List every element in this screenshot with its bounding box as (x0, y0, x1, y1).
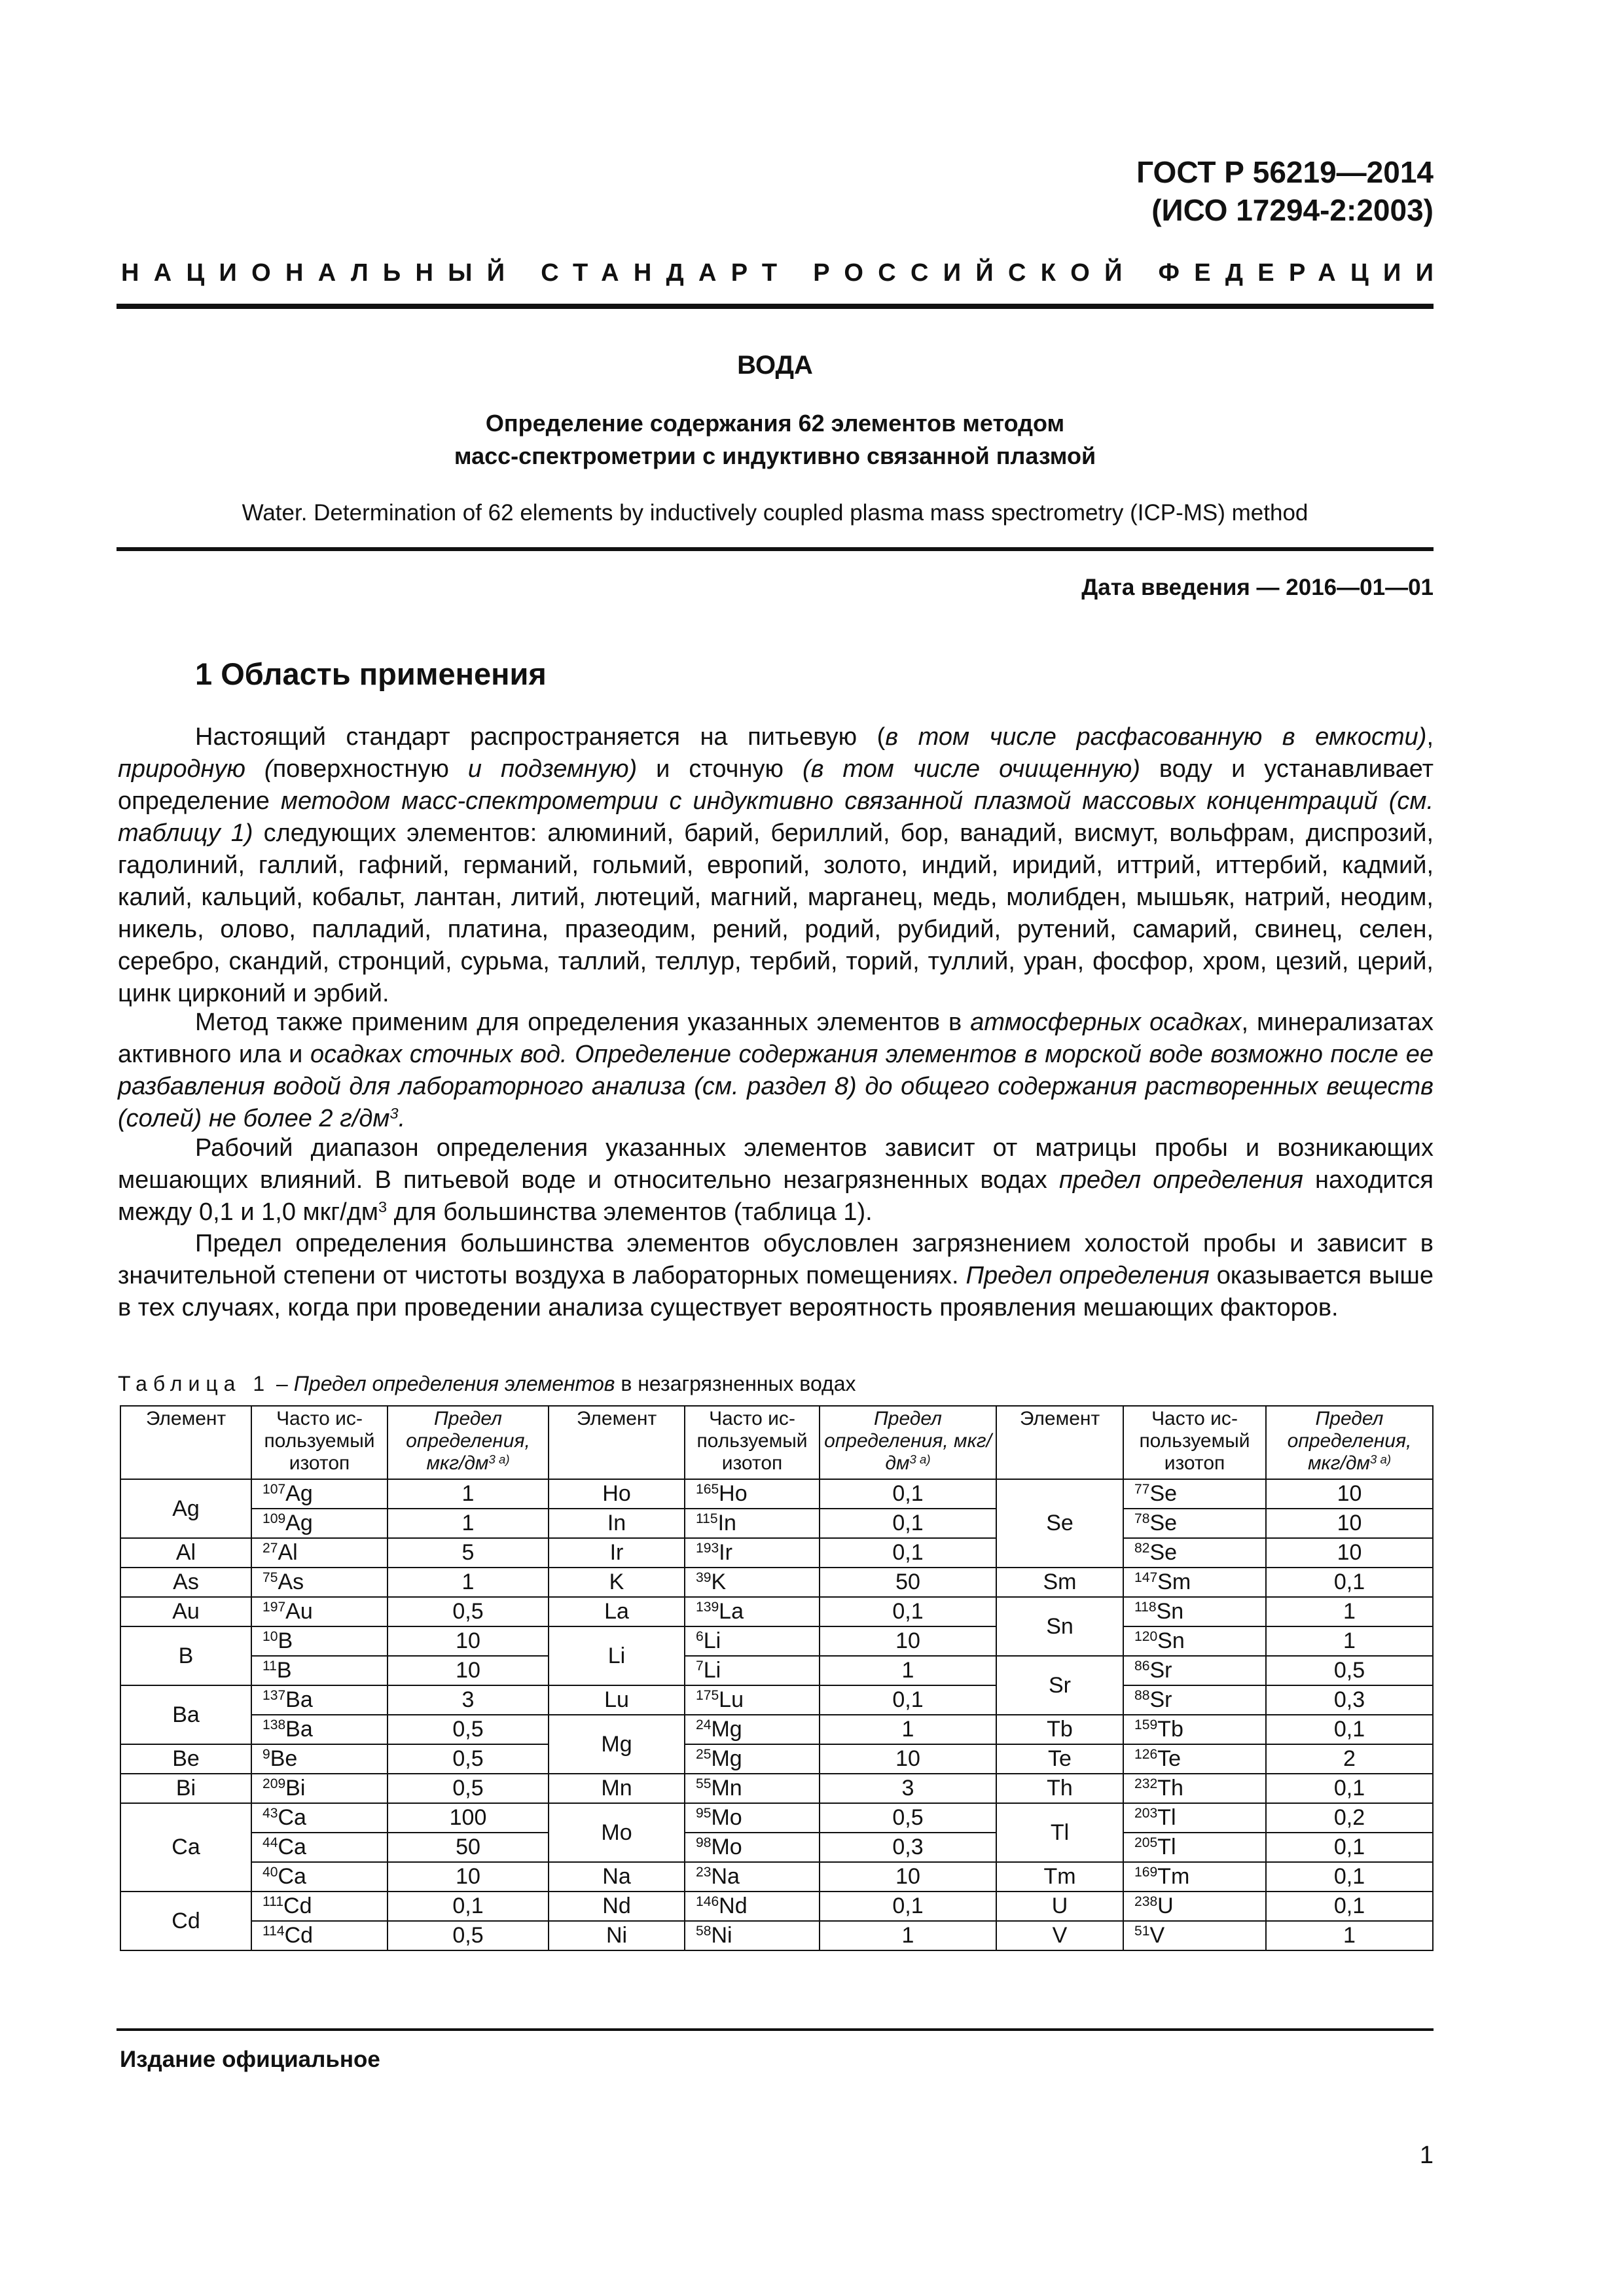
header-row (120, 1406, 1433, 1479)
table-row (120, 1538, 1433, 1568)
limit-cell: 0,5 (820, 1803, 996, 1833)
element-cell: Sr (996, 1656, 1123, 1715)
element-cell: Th (996, 1774, 1123, 1803)
scope-paragraph-3 (118, 1132, 1434, 1229)
isotope-cell: $^{138}$Ba (251, 1715, 388, 1744)
text-run: атмосферных осадках (970, 1009, 1242, 1036)
element-cell: Ca (120, 1803, 251, 1892)
text-run: Метод также применим для определения указанных элементов в (195, 1009, 971, 1036)
isotope-cell: $^{238}$U (1123, 1892, 1266, 1921)
table-body (120, 1479, 1433, 1950)
limit-cell: 50 (388, 1833, 549, 1862)
isotope-cell: $^{51}$V (1123, 1921, 1266, 1950)
page-number: 1 (1419, 2142, 1434, 2169)
limit-cell: 1 (388, 1568, 549, 1597)
limit-cell: 10 (388, 1656, 549, 1685)
limit-cell: 3 (820, 1774, 996, 1803)
text-run: оказывается выше в тех случаях, когда при проведении анализа существует вероятность проявления мешающих факторов. (118, 1262, 1434, 1321)
isotope-cell: $^6$Li (685, 1626, 820, 1656)
element-cell: K (549, 1568, 685, 1597)
table-row (120, 1862, 1433, 1892)
isotope-cell: $^{169}$Tm (1123, 1862, 1266, 1892)
limit-cell: 1 (1266, 1597, 1433, 1626)
limit-cell: 10 (1266, 1479, 1433, 1509)
iso-code: (ИСО 17294-2:2003) (1151, 193, 1434, 227)
limit-cell: 10 (388, 1862, 549, 1892)
element-cell: Ni (549, 1921, 685, 1950)
table-row (120, 1774, 1433, 1803)
element-cell: Tl (996, 1803, 1123, 1862)
table-row (120, 1568, 1433, 1597)
table-row (120, 1921, 1433, 1950)
isotope-cell: $^{75}$As (251, 1568, 388, 1597)
limit-cell: 0,5 (388, 1921, 549, 1950)
table-row (120, 1833, 1433, 1862)
isotope-cell: $^{193}$Ir (685, 1538, 820, 1568)
isotope-cell: $^{10}$B (251, 1626, 388, 1656)
limit-cell: 1 (820, 1921, 996, 1950)
isotope-cell: $^{205}$Tl (1123, 1833, 1266, 1862)
isotope-cell: $^9$Be (251, 1744, 388, 1774)
limit-cell: 0,5 (388, 1597, 549, 1626)
header-element: Элемент (120, 1406, 251, 1479)
text-run: . (398, 1105, 406, 1132)
element-cell: Al (120, 1538, 251, 1568)
isotope-cell: $^{25}$Mg (685, 1744, 820, 1774)
official-edition-label: Издание официальное (120, 2047, 380, 2072)
isotope-cell: $^{111}$Cd (251, 1892, 388, 1921)
isotope-cell: $^{175}$Lu (685, 1685, 820, 1715)
isotope-cell: $^{44}$Ca (251, 1833, 388, 1862)
element-cell: Nd (549, 1892, 685, 1921)
subtitle-line-2: масс-спектрометрии с индуктивно связанной плазмой (454, 442, 1096, 469)
header-element: Элемент (549, 1406, 685, 1479)
text-run: Настоящий стандарт распространяется на питьевую ( (195, 723, 886, 751)
element-cell: Mn (549, 1774, 685, 1803)
isotope-cell: $^{58}$Ni (685, 1921, 820, 1950)
text-run: , минерализатах активного ила и (118, 1009, 1434, 1068)
text-run: , (1426, 723, 1434, 751)
isotope-cell: $^{27}$Al (251, 1538, 388, 1568)
isotope-cell: $^{159}$Tb (1123, 1715, 1266, 1744)
element-cell: Ho (549, 1479, 685, 1509)
limit-cell: 1 (388, 1479, 549, 1509)
isotope-cell: $^{197}$Au (251, 1597, 388, 1626)
isotope-cell: $^{120}$Sn (1123, 1626, 1266, 1656)
header-element: Элемент (996, 1406, 1123, 1479)
limit-cell: 1 (388, 1509, 549, 1538)
table-row (120, 1685, 1433, 1715)
limit-cell: 0,5 (388, 1715, 549, 1744)
element-cell: Ba (120, 1685, 251, 1744)
text-run: 3 (389, 1105, 399, 1122)
table-caption: Таблица 1 – Предел определения элементов в незагрязненных водах (118, 1372, 856, 1395)
isotope-cell: $^{139}$La (685, 1597, 820, 1626)
limit-cell: 0,1 (1266, 1774, 1433, 1803)
isotope-cell: $^{165}$Ho (685, 1479, 820, 1509)
limit-cell: 0,1 (820, 1509, 996, 1538)
header-isotope: Часто используемый изотоп (685, 1406, 820, 1479)
isotope-cell: $^{78}$Se (1123, 1509, 1266, 1538)
limit-cell: 0,1 (820, 1479, 996, 1509)
limit-cell: 1 (1266, 1626, 1433, 1656)
isotope-cell: $^7$Li (685, 1656, 820, 1685)
limit-cell: 0,1 (1266, 1715, 1433, 1744)
text-run: и подземную) (467, 755, 638, 783)
title-rule (117, 547, 1434, 551)
limit-cell: 1 (820, 1715, 996, 1744)
limit-cell: 100 (388, 1803, 549, 1833)
element-cell: Au (120, 1597, 251, 1626)
limit-cell: 0,1 (820, 1597, 996, 1626)
introduction-date: Дата введения — 2016—01—01 (1081, 575, 1434, 600)
english-title: Water. Determination of 62 elements by inductively coupled plasma mass spectrometry (ICP-MS) method (242, 500, 1308, 526)
limit-cell: 5 (388, 1538, 549, 1568)
limit-cell: 0,1 (820, 1685, 996, 1715)
limit-cell: 10 (1266, 1509, 1433, 1538)
isotope-cell: $^{118}$Sn (1123, 1597, 1266, 1626)
element-cell: Ir (549, 1538, 685, 1568)
element-cell: Na (549, 1862, 685, 1892)
limit-cell: 10 (388, 1626, 549, 1656)
isotope-cell: $^{115}$In (685, 1509, 820, 1538)
isotope-cell: $^{203}$Tl (1123, 1803, 1266, 1833)
isotope-cell: $^{24}$Mg (685, 1715, 820, 1744)
element-cell: Sn (996, 1597, 1123, 1656)
limit-cell: 0,1 (820, 1538, 996, 1568)
element-cell: In (549, 1509, 685, 1538)
document-title: ВОДА (737, 351, 813, 380)
element-cell: V (996, 1921, 1123, 1950)
text-run: и сточную (637, 755, 803, 783)
table-row (120, 1509, 1433, 1538)
table-row (120, 1597, 1433, 1626)
top-rule (117, 304, 1434, 309)
isotope-cell: $^{23}$Na (685, 1862, 820, 1892)
limit-cell: 0,1 (1266, 1862, 1433, 1892)
national-standard-banner: НАЦИОНАЛЬНЫЙ СТАНДАРТ РОССИЙСКОЙ ФЕДЕРАЦИИ (121, 259, 1449, 287)
text-run: предел определения (1058, 1166, 1303, 1194)
limit-cell: 0,5 (1266, 1656, 1433, 1685)
element-cell: As (120, 1568, 251, 1597)
limit-cell: 1 (820, 1656, 996, 1685)
header-limit: Предел определения, мкг/$дм^{3 а)}$ (820, 1406, 996, 1479)
element-cell: Mg (549, 1715, 685, 1774)
limit-cell: 10 (1266, 1538, 1433, 1568)
isotope-cell: $^{232}$Th (1123, 1774, 1266, 1803)
isotope-cell: $^{43}$Ca (251, 1803, 388, 1833)
limit-cell: 0,3 (820, 1833, 996, 1862)
table-header (120, 1406, 1433, 1479)
text-run: осадках сточных вод. Определение содержания элементов в морской воде возможно после ее разбавления водой для лабораторного анализа (см. раздел 8) до общего содержания растворенных веществ (солей) не более 2 г/дм (118, 1041, 1434, 1132)
limit-cell: 0,2 (1266, 1803, 1433, 1833)
isotope-cell: $^{109}$Ag (251, 1509, 388, 1538)
text-run: для большинства элементов (таблица 1). (387, 1198, 873, 1226)
isotope-cell: $^{39}$K (685, 1568, 820, 1597)
element-cell: Se (996, 1479, 1123, 1568)
element-cell: Te (996, 1744, 1123, 1774)
isotope-cell: $^{107}$Ag (251, 1479, 388, 1509)
isotope-cell: $^{146}$Nd (685, 1892, 820, 1921)
isotope-cell: $^{126}$Te (1123, 1744, 1266, 1774)
subtitle-line-1: Определение содержания 62 элементов методом (485, 410, 1065, 437)
element-cell: Sm (996, 1568, 1123, 1597)
text-run: методом масс-спектрометрии с индуктивно связанной плазмой массовых концентраций (см. таблицу 1) (118, 787, 1434, 847)
element-cell: La (549, 1597, 685, 1626)
limit-cell: 0,5 (388, 1774, 549, 1803)
isotope-cell: $^{40}$Ca (251, 1862, 388, 1892)
element-cell: B (120, 1626, 251, 1685)
limit-cell: 10 (820, 1862, 996, 1892)
isotope-cell: $^{95}$Mo (685, 1803, 820, 1833)
text-run: поверхностную (272, 755, 468, 783)
element-cell: Lu (549, 1685, 685, 1715)
header-isotope: Часто используемый изотоп (251, 1406, 388, 1479)
header-isotope: Часто используемый изотоп (1123, 1406, 1266, 1479)
limit-cell: 0,1 (820, 1892, 996, 1921)
table-row (120, 1479, 1433, 1509)
element-cell: Li (549, 1626, 685, 1685)
limit-cell: 2 (1266, 1744, 1433, 1774)
element-cell: Mo (549, 1803, 685, 1862)
element-cell: Tm (996, 1862, 1123, 1892)
table-row (120, 1744, 1433, 1774)
text-run: следующих элементов: алюминий, барий, бериллий, бор, ванадий, висмут, вольфрам, диспрозий, гадолиний, галлий, гафний, германий, гольмий, европий, золото, индий, иридий, иттрий, иттербий, кадмий, калий, кальций, кобальт, лантан, литий, лютеций, магний, марганец, медь, молибден, мышьяк, натрий, неодим, никель, олово, палладий, платина, празеодим, рений, родий, рубидий, рутений, самарий, свинец, селен, серебро, скандий, стронций, сурьма, таллий, теллур, тербий, торий, туллий, уран, фосфор, хром, цезий, церий, цинк цирконий и эрбий. (118, 819, 1434, 1007)
table-row (120, 1715, 1433, 1744)
text-run: находится между 0,1 и 1,0 мкг/дм (118, 1166, 1434, 1226)
isotope-cell: $^{114}$Cd (251, 1921, 388, 1950)
limit-cell: 10 (820, 1744, 996, 1774)
header-limit: Предел определения, мкг/$дм^{3 а)}$ (1266, 1406, 1433, 1479)
element-cell: Cd (120, 1892, 251, 1950)
header-limit: Предел определения, мкг/$дм^{3 а)}$ (388, 1406, 549, 1479)
text-run: Предел определения (965, 1262, 1210, 1289)
table-row (120, 1656, 1433, 1685)
text-run: Рабочий диапазон определения указанных элементов зависит от матрицы пробы и возникающих мешающих влияний. В питьевой воде и относительно незагрязненных водах (118, 1134, 1434, 1194)
table-row (120, 1892, 1433, 1921)
text-run: 3 (378, 1198, 388, 1216)
limit-cell: 10 (820, 1626, 996, 1656)
section-heading: 1 Область применения (195, 656, 547, 691)
isotope-cell: $^{86}$Sr (1123, 1656, 1266, 1685)
limit-cell: 0,5 (388, 1744, 549, 1774)
limit-cell: 0,3 (1266, 1685, 1433, 1715)
text-run: воду и устанавливает определение (118, 755, 1434, 815)
table-row (120, 1626, 1433, 1656)
scope-paragraph-4 (118, 1228, 1434, 1324)
isotope-cell: $^{11}$B (251, 1656, 388, 1685)
limit-cell: 50 (820, 1568, 996, 1597)
detection-limits-table (120, 1405, 1434, 1951)
element-cell: Be (120, 1744, 251, 1774)
limit-cell: 0,1 (1266, 1833, 1433, 1862)
isotope-cell: $^{55}$Mn (685, 1774, 820, 1803)
table-row (120, 1803, 1433, 1833)
text-run: (в том числе очищенную) (802, 755, 1140, 783)
isotope-cell: $^{88}$Sr (1123, 1685, 1266, 1715)
isotope-cell: $^{98}$Mo (685, 1833, 820, 1862)
text-run: Предел определения большинства элементов обусловлен загрязнением холостой пробы и зависит в значительной степени от чистоты воздуха в лабораторных помещениях. (118, 1230, 1434, 1289)
element-cell: Ag (120, 1479, 251, 1538)
isotope-cell: $^{77}$Se (1123, 1479, 1266, 1509)
isotope-cell: $^{82}$Se (1123, 1538, 1266, 1568)
limit-cell: 0,1 (1266, 1568, 1433, 1597)
limit-cell: 3 (388, 1685, 549, 1715)
scope-paragraph-1 (118, 721, 1434, 1010)
element-cell: Tb (996, 1715, 1123, 1744)
scope-paragraph-2 (118, 1007, 1434, 1135)
isotope-cell: $^{147}$Sm (1123, 1568, 1266, 1597)
isotope-cell: $^{137}$Ba (251, 1685, 388, 1715)
limit-cell: 0,1 (1266, 1892, 1433, 1921)
isotope-cell: $^{209}$Bi (251, 1774, 388, 1803)
limit-cell: 0,1 (388, 1892, 549, 1921)
element-cell: U (996, 1892, 1123, 1921)
table-caption-label: Таблица 1 (118, 1372, 271, 1395)
text-run: природную ( (118, 755, 273, 783)
limit-cell: 1 (1266, 1921, 1433, 1950)
standard-code: ГОСТ Р 56219—2014 (1136, 155, 1434, 189)
text-run: в том числе расфасованную в емкости) (885, 723, 1427, 751)
element-cell: Bi (120, 1774, 251, 1803)
footer-rule (117, 2028, 1434, 2031)
